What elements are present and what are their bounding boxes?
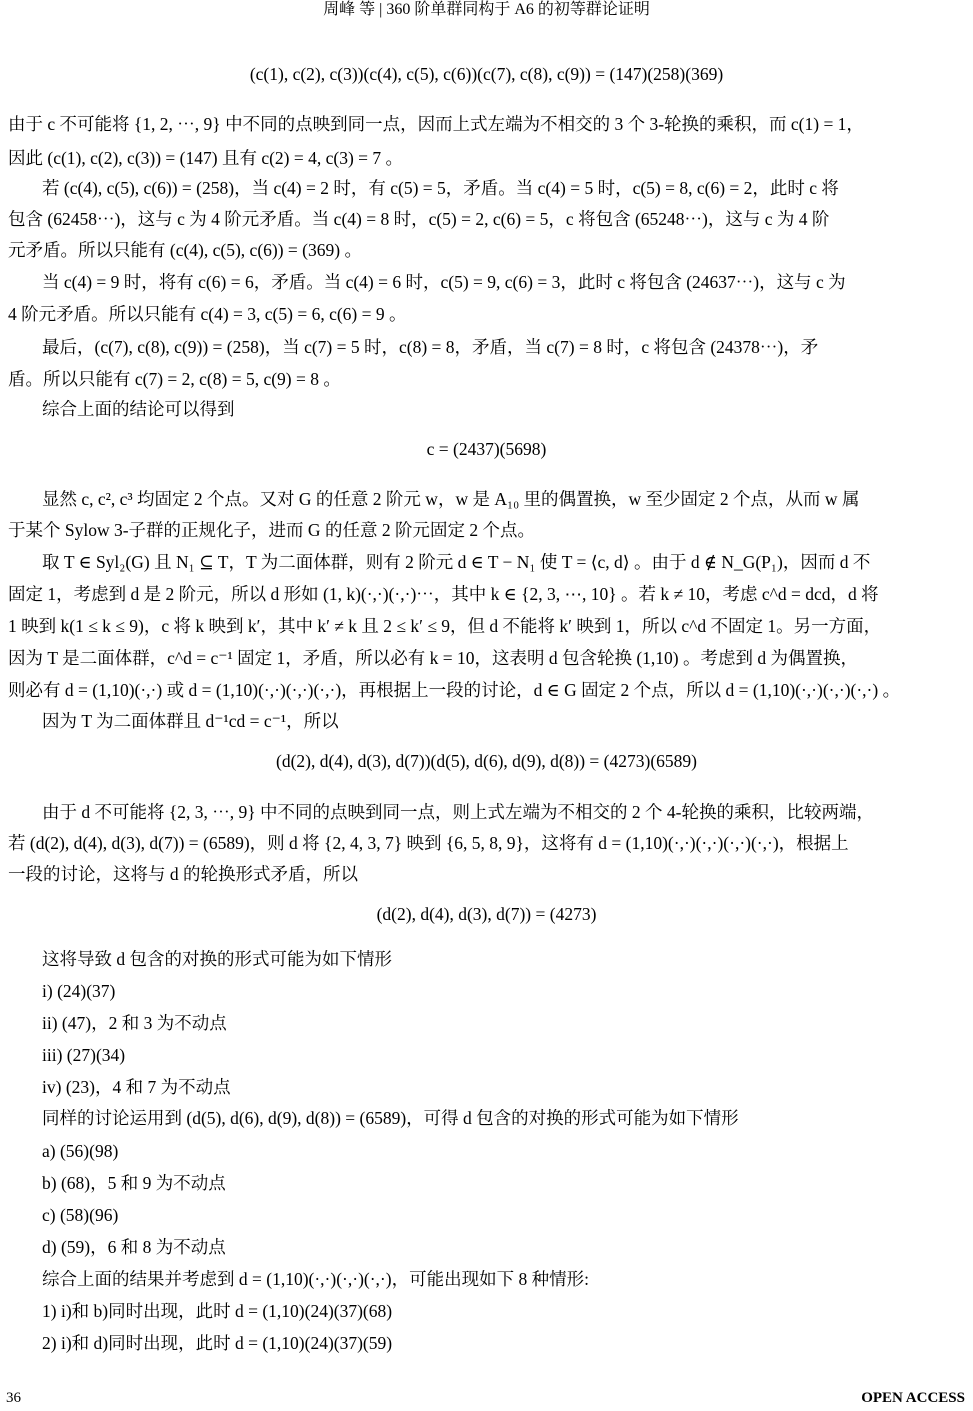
text-line: 4 阶元矛盾。所以只能有 c(4) = 3, c(5) = 6, c(6) = 9 。 bbox=[8, 304, 407, 324]
text-line: ii) (47)，2 和 3 为不动点 bbox=[42, 1013, 227, 1033]
text-line: 最后，(c(7), c(8), c(9)) = (258)，当 c(7) = 5 时，c(8) = 8，矛盾，当 c(7) = 8 时，c 将包含 (24378⋯)，矛 bbox=[42, 337, 819, 357]
text-line: 若 (d(2), d(4), d(3), d(7)) = (6589)，则 d 将 {2, 4, 3, 7} 映到 {6, 5, 8, 9}，这将有 d = (1,10)(·,·)(·,·)(·,·)(·,·)，根据上 bbox=[8, 833, 849, 853]
text-line: iv) (23)，4 和 7 为不动点 bbox=[42, 1077, 231, 1097]
display-equation: c = (2437)(5698) bbox=[426, 439, 547, 459]
text-line: 显然 c, c², c³ 均固定 2 个点。又对 G 的任意 2 阶元 w，w 是 A₁₀ 里的偶置换，w 至少固定 2 个点，从而 w 属 bbox=[42, 489, 860, 509]
text-line: 2) i)和 d)同时出现，此时 d = (1,10)(24)(37)(59) bbox=[42, 1333, 393, 1353]
text-line: 综合上面的结果并考虑到 d = (1,10)(·,·)(·,·)(·,·)，可能出现如下 8 种情形: bbox=[42, 1269, 589, 1289]
text-line: b) (68)，5 和 9 为不动点 bbox=[42, 1173, 226, 1193]
text-line: 当 c(4) = 9 时，将有 c(6) = 6，矛盾。当 c(4) = 6 时，c(5) = 9, c(6) = 3，此时 c 将包含 (24637⋯)，这与 c 为 bbox=[42, 272, 846, 292]
display-equation: (d(2), d(4), d(3), d(7))(d(5), d(6), d(9), d(8)) = (4273)(6589) bbox=[276, 751, 697, 771]
text-line: iii) (27)(34) bbox=[42, 1045, 126, 1065]
display-equation: (c(1), c(2), c(3))(c(4), c(5), c(6))(c(7), c(8), c(9)) = (147)(258)(369) bbox=[249, 64, 724, 84]
text-line: 元矛盾。所以只能有 (c(4), c(5), c(6)) = (369) 。 bbox=[8, 240, 362, 260]
page-number: 36 bbox=[6, 1390, 21, 1406]
text-line: i) (24)(37) bbox=[42, 981, 116, 1001]
text-line: 1) i)和 b)同时出现，此时 d = (1,10)(24)(37)(68) bbox=[42, 1301, 393, 1321]
text-line: 1 映到 k(1 ≤ k ≤ 9)，c 将 k 映到 k′，其中 k′ ≠ k 且 2 ≤ k′ ≤ 9，但 d 不能将 k′ 映到 1，所以 c^d 不固定 1。另一方面， bbox=[8, 616, 882, 636]
text-line: 固定 1，考虑到 d 是 2 阶元，所以 d 形如 (1, k)(·,·)(·,·)⋯，其中 k ∈ {2, 3, ⋯, 10} 。若 k ≠ 10，考虑 c^d = dcd，d 将 bbox=[8, 584, 879, 604]
text-line: 综合上面的结论可以得到 bbox=[42, 399, 235, 419]
text-line: 同样的讨论运用到 (d(5), d(6), d(9), d(8)) = (6589)，可得 d 包含的对换的形式可能为如下情形 bbox=[42, 1108, 739, 1128]
text-line: 由于 d 不可能将 {2, 3, ⋯, 9} 中不同的点映到同一点，则上式左端为不相交的 2 个 4-轮换的乘积，比较两端， bbox=[42, 802, 874, 822]
text-line: 这将导致 d 包含的对换的形式可能为如下情形 bbox=[42, 949, 392, 969]
text-line: 因为 T 是二面体群，c^d = c⁻¹ 固定 1，矛盾，所以必有 k = 10，这表明 d 包含轮换 (1,10) 。考虑到 d 为偶置换， bbox=[8, 648, 858, 668]
text-line: 因为 T 为二面体群且 d⁻¹cd = c⁻¹，所以 bbox=[42, 711, 339, 731]
text-line: a) (56)(98) bbox=[42, 1141, 119, 1161]
text-line: 一段的讨论，这将与 d 的轮换形式矛盾，所以 bbox=[8, 864, 358, 884]
text-line: d) (59)，6 和 8 为不动点 bbox=[42, 1237, 226, 1257]
text-line: 由于 c 不可能将 {1, 2, ⋯, 9} 中不同的点映到同一点，因而上式左端为不相交的 3 个 3-轮换的乘积，而 c(1) = 1， bbox=[8, 114, 864, 134]
text-line: 则必有 d = (1,10)(·,·) 或 d = (1,10)(·,·)(·,·)(·,·)，再根据上一段的讨论，d ∈ G 固定 2 个点，所以 d = (1,10)(·,·)(·,·)(·,·) 。 bbox=[8, 680, 901, 700]
text-line: 盾。所以只能有 c(7) = 2, c(8) = 5, c(9) = 8 。 bbox=[8, 369, 341, 389]
text-line: 因此 (c(1), c(2), c(3)) = (147) 且有 c(2) = 4, c(3) = 7 。 bbox=[8, 148, 404, 168]
text-line: 若 (c(4), c(5), c(6)) = (258)，当 c(4) = 2 时，有 c(5) = 5，矛盾。当 c(4) = 5 时，c(5) = 8, c(6) = 2，此时 c 将 bbox=[42, 178, 839, 198]
text-line: c) (58)(96) bbox=[42, 1205, 119, 1225]
text-line: 于某个 Sylow 3-子群的正规化子，进而 G 的任意 2 阶元固定 2 个点。 bbox=[8, 520, 535, 540]
display-equation: (d(2), d(4), d(3), d(7)) = (4273) bbox=[376, 904, 597, 924]
text-line: 取 T ∈ Syl₂(G) 且 N₁ ⊆ T，T 为二面体群，则有 2 阶元 d ∈ T − N₁ 使 T = ⟨c, d⟩ 。由于 d ∉ N_G(P₁)，因而 d 不 bbox=[42, 552, 871, 572]
open-access-label: OPEN ACCESS bbox=[861, 1390, 965, 1406]
running-header: 周峰 等 | 360 阶单群同构于 A6 的初等群论证明 bbox=[323, 1, 650, 18]
text-line: 包含 (62458⋯)，这与 c 为 4 阶元矛盾。当 c(4) = 8 时，c(5) = 2, c(6) = 5，c 将包含 (65248⋯)，这与 c 为 4 阶 bbox=[8, 209, 830, 229]
